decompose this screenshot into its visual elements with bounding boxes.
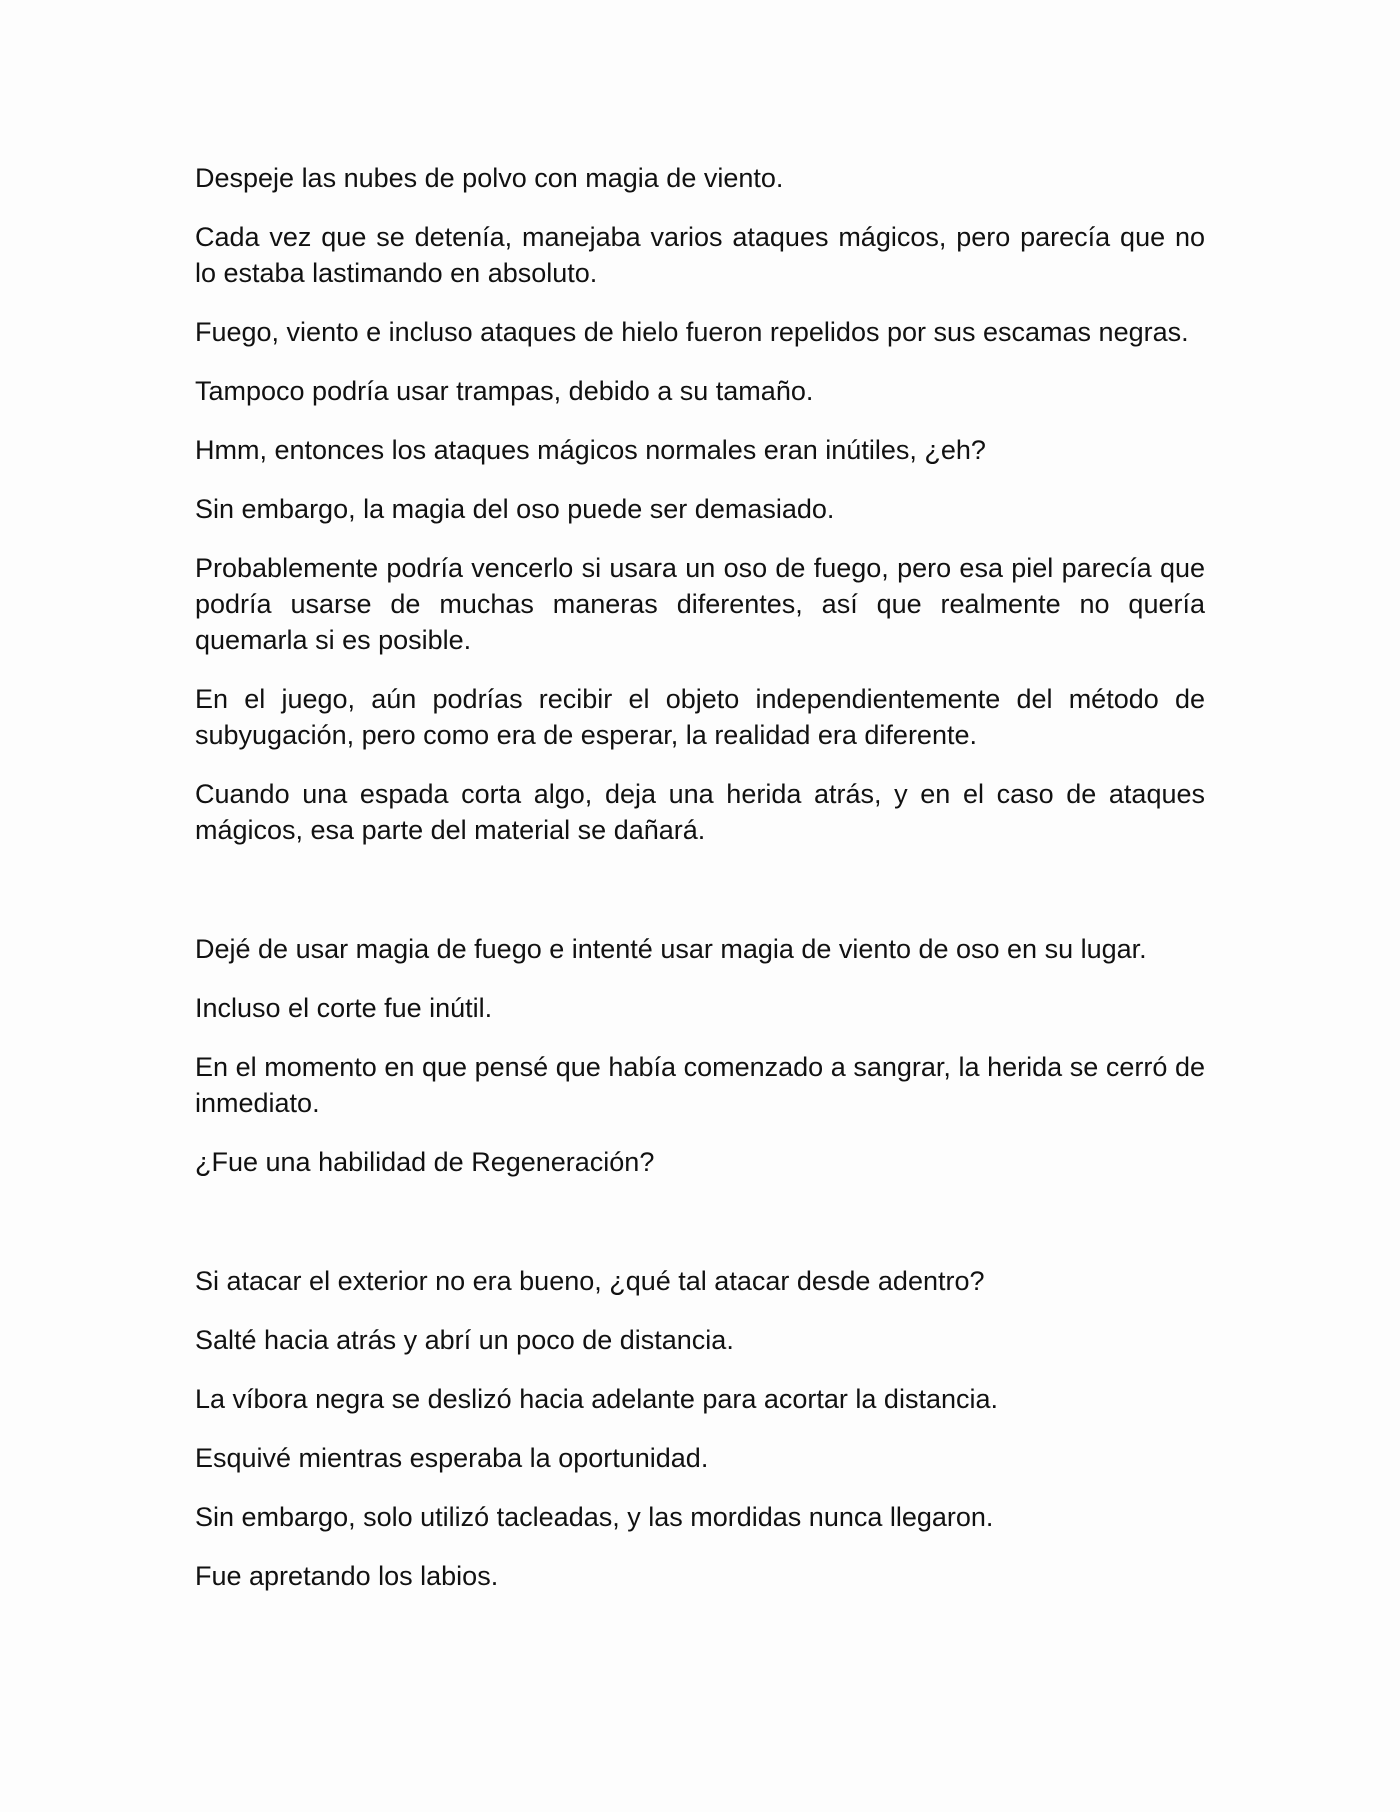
paragraph: Cuando una espada corta algo, deja una herida atrás, y en el caso de ataques mágicos, esa parte del material se dañará. bbox=[195, 779, 1205, 845]
paragraph: En el juego, aún podrías recibir el objeto independientemente del método de subyugación, pero como era de esperar, la realidad era diferente. bbox=[195, 684, 1205, 750]
paragraph: Esquivé mientras esperaba la oportunidad. bbox=[195, 1443, 709, 1473]
paragraph: La víbora negra se deslizó hacia adelante para acortar la distancia. bbox=[195, 1384, 998, 1414]
paragraph: Dejé de usar magia de fuego e intenté usar magia de viento de oso en su lugar. bbox=[195, 934, 1147, 964]
paragraph: ¿Fue una habilidad de Regeneración? bbox=[195, 1147, 655, 1177]
paragraph: Probablemente podría vencerlo si usara un oso de fuego, pero esa piel parecía que podría usarse de muchas maneras diferentes, así que realmente no quería quemarla si es posible. bbox=[195, 553, 1205, 655]
section-break bbox=[195, 1203, 1205, 1263]
paragraph: Fue apretando los labios. bbox=[195, 1561, 499, 1591]
paragraph: Despeje las nubes de polvo con magia de viento. bbox=[195, 163, 784, 193]
paragraph: Salté hacia atrás y abrí un poco de distancia. bbox=[195, 1325, 734, 1355]
paragraph: En el momento en que pensé que había comenzado a sangrar, la herida se cerró de inmediato. bbox=[195, 1052, 1205, 1118]
section-2 bbox=[195, 931, 1205, 1180]
paragraph: Sin embargo, la magia del oso puede ser demasiado. bbox=[195, 494, 835, 524]
paragraph: Si atacar el exterior no era bueno, ¿qué tal atacar desde adentro? bbox=[195, 1266, 985, 1296]
paragraph: Sin embargo, solo utilizó tacleadas, y las mordidas nunca llegaron. bbox=[195, 1502, 994, 1532]
section-1 bbox=[195, 160, 1205, 848]
document-page bbox=[195, 160, 1205, 1617]
paragraph: Tampoco podría usar trampas, debido a su tamaño. bbox=[195, 376, 814, 406]
paragraph: Hmm, entonces los ataques mágicos normales eran inútiles, ¿eh? bbox=[195, 435, 986, 465]
section-3 bbox=[195, 1263, 1205, 1594]
section-break bbox=[195, 871, 1205, 931]
paragraph: Fuego, viento e incluso ataques de hielo fueron repelidos por sus escamas negras. bbox=[195, 317, 1189, 347]
paragraph: Incluso el corte fue inútil. bbox=[195, 993, 493, 1023]
paragraph: Cada vez que se detenía, manejaba varios ataques mágicos, pero parecía que no lo estaba lastimando en absoluto. bbox=[195, 222, 1205, 288]
